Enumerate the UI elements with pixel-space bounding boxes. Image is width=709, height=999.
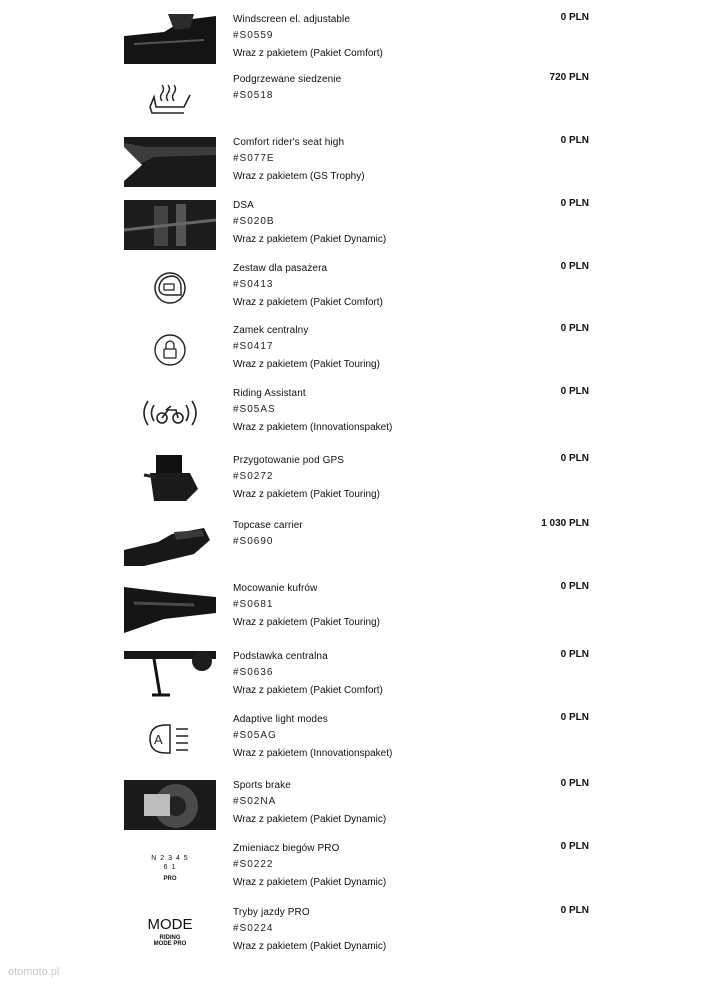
helmet-icon: [124, 263, 216, 313]
option-row: [0, 520, 709, 582]
gear-shift-icon: [124, 843, 216, 893]
adaptive-light-icon: [124, 714, 216, 764]
suspension-photo: [124, 200, 216, 250]
option-package: Wraz z pakietem (Pakiet Comfort): [233, 48, 383, 59]
lock-icon: [124, 325, 216, 375]
option-row: [0, 780, 709, 842]
option-code: #S0413: [233, 279, 274, 290]
option-name: Windscreen el. adjustable: [233, 14, 351, 25]
motorcycle-radar-icon: [124, 388, 216, 438]
option-package: Wraz z pakietem (Pakiet Comfort): [233, 685, 383, 696]
option-row: [0, 714, 709, 776]
heated-seat-icon: [124, 74, 216, 124]
option-name: Tryby jazdy PRO: [233, 907, 310, 918]
option-row: [0, 843, 709, 905]
option-price: 0 PLN: [560, 581, 589, 592]
gps-mount-photo: [124, 455, 216, 505]
option-name: Mocowanie kufrów: [233, 583, 318, 594]
option-package: Wraz z pakietem (Pakiet Touring): [233, 359, 380, 370]
option-name: Comfort rider's seat high: [233, 137, 345, 148]
gear-numbers: N 2 3 4 5 6 1: [151, 855, 189, 871]
option-price: 0 PLN: [560, 135, 589, 146]
option-package: Wraz z pakietem (Innovationspaket): [233, 748, 393, 759]
topcase-carrier-photo: [124, 520, 216, 570]
center-stand-photo: [124, 651, 216, 701]
option-package: Wraz z pakietem (Pakiet Dynamic): [233, 234, 387, 245]
seat-photo: [124, 137, 216, 187]
gear-pro-label: PRO: [163, 876, 177, 882]
option-row: [0, 907, 709, 969]
option-code: #S0681: [233, 599, 274, 610]
option-package: Wraz z pakietem (Pakiet Touring): [233, 489, 380, 500]
option-price: 720 PLN: [549, 72, 589, 83]
option-package: Wraz z pakietem (Pakiet Touring): [233, 617, 380, 628]
option-name: Riding Assistant: [233, 388, 306, 399]
option-row: [0, 651, 709, 713]
option-code: #S077E: [233, 153, 275, 164]
option-code: #S05AS: [233, 404, 276, 415]
option-package: Wraz z pakietem (Pakiet Dynamic): [233, 814, 387, 825]
option-package: Wraz z pakietem (Innovationspaket): [233, 422, 393, 433]
option-row: [0, 200, 709, 262]
option-code: #S0224: [233, 923, 274, 934]
option-row: [0, 74, 709, 136]
option-code: #S0417: [233, 341, 274, 352]
mode-big-label: MODE: [147, 916, 193, 933]
option-name: Zmieniacz biegów PRO: [233, 843, 340, 854]
option-name: Sports brake: [233, 780, 291, 791]
case-mount-photo: [124, 583, 216, 633]
option-row: [0, 388, 709, 450]
option-price: 1 030 PLN: [541, 518, 589, 529]
option-price: 0 PLN: [560, 323, 589, 334]
option-code: #S0559: [233, 30, 274, 41]
option-code: #S02NA: [233, 796, 277, 807]
option-code: #S0690: [233, 536, 274, 547]
option-price: 0 PLN: [560, 712, 589, 723]
option-row: [0, 263, 709, 325]
option-name: Podstawka centralna: [233, 651, 328, 662]
option-name: DSA: [233, 200, 254, 211]
option-name: Adaptive light modes: [233, 714, 328, 725]
option-price: 0 PLN: [560, 198, 589, 209]
option-row: [0, 583, 709, 645]
option-price: 0 PLN: [560, 778, 589, 789]
option-package: Wraz z pakietem (Pakiet Dynamic): [233, 941, 387, 952]
option-price: 0 PLN: [560, 12, 589, 23]
option-name: Przygotowanie pod GPS: [233, 455, 345, 466]
option-name: Podgrzewane siedzenie: [233, 74, 342, 85]
option-code: #S0636: [233, 667, 274, 678]
option-row: [0, 137, 709, 199]
option-price: 0 PLN: [560, 649, 589, 660]
option-price: 0 PLN: [560, 453, 589, 464]
option-price: 0 PLN: [560, 386, 589, 397]
option-name: Zamek centralny: [233, 325, 309, 336]
option-code: #S020B: [233, 216, 275, 227]
option-code: #S0518: [233, 90, 274, 101]
option-package: Wraz z pakietem (Pakiet Comfort): [233, 297, 383, 308]
option-code: #S0222: [233, 859, 274, 870]
mode-line2: MODE PRO: [153, 941, 187, 947]
svg-text:A: A: [154, 732, 163, 747]
option-row: [0, 455, 709, 517]
option-row: [0, 14, 709, 76]
option-package: Wraz z pakietem (Pakiet Dynamic): [233, 877, 387, 888]
option-price: 0 PLN: [560, 261, 589, 272]
option-code: #S05AG: [233, 730, 277, 741]
mode-line1: RIDING: [159, 935, 181, 941]
option-name: Zestaw dla pasażera: [233, 263, 328, 274]
option-package: Wraz z pakietem (GS Trophy): [233, 171, 365, 182]
option-row: [0, 325, 709, 387]
option-price: 0 PLN: [560, 841, 589, 852]
option-price: 0 PLN: [560, 905, 589, 916]
option-name: Topcase carrier: [233, 520, 303, 531]
option-code: #S0272: [233, 471, 274, 482]
brake-photo: [124, 780, 216, 830]
riding-mode-icon: [124, 907, 216, 957]
windscreen-photo: [124, 14, 216, 64]
watermark: otomoto.pl: [8, 966, 60, 978]
